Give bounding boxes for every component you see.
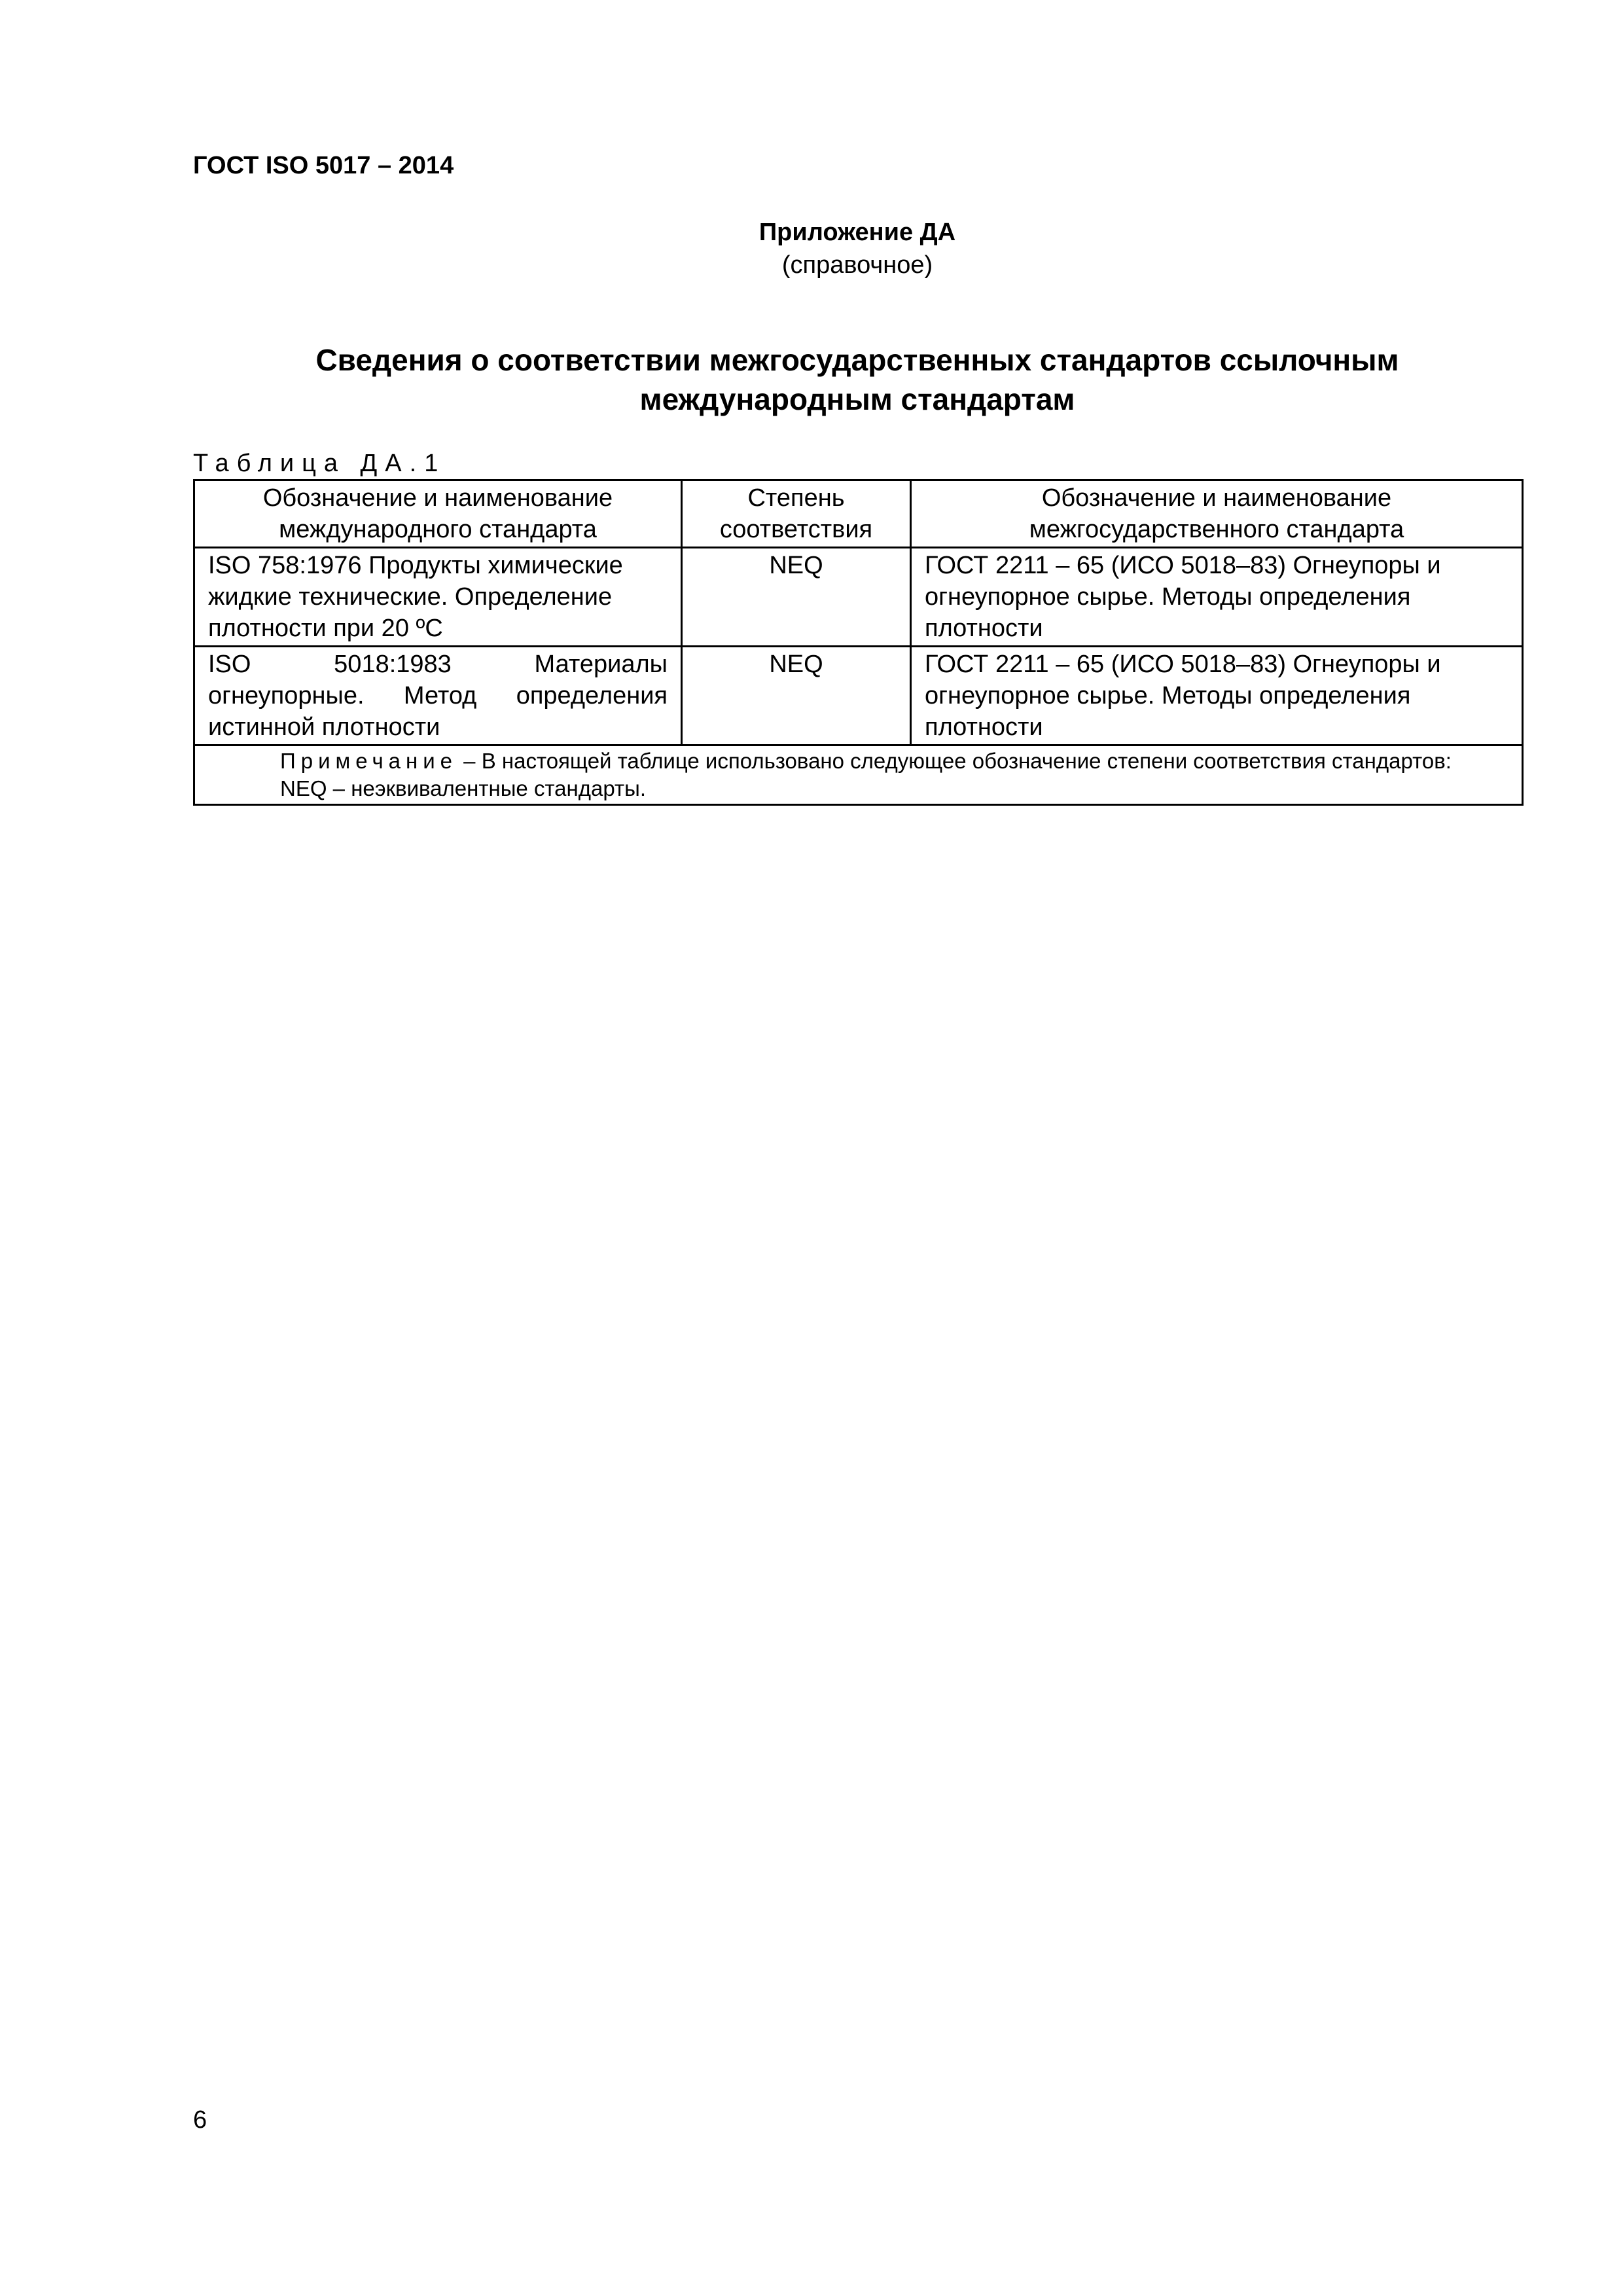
page-title-line2: международным стандартам [639,382,1075,416]
cell-interstate-standard: ГОСТ 2211 – 65 (ИСО 5018–83) Огнеупоры и огнеупорное сырье. Методы определения плотности [911,548,1523,647]
note-label: Примечание [280,749,458,773]
page-title [193,340,1522,419]
appendix-subtitle: (справочное) [781,251,933,279]
header-international-standard: Обозначение и наименование международного стандарта [194,480,682,548]
note-text [208,747,1508,775]
cell-international-standard: ISO 5018:1983 Материалы огнеупорные. Метод определения истинной плотности [194,647,682,745]
table-note-row [194,745,1523,805]
table-caption: Таблица ДА.1 [193,450,446,477]
header-degree-of-conformity: Степень соответствия [682,480,911,548]
table-row [194,548,1523,647]
header-interstate-standard: Обозначение и наименование межгосударственного стандарта [911,480,1523,548]
table-header-row [194,480,1523,548]
note-body: – В настоящей таблице использовано следующее обозначение степени соответствия стандартов: [457,749,1452,773]
document-code-header: ГОСТ ISO 5017 – 2014 [193,152,454,179]
cell-international-standard: ISO 758:1976 Продукты химические жидкие технические. Определение плотности при 20 ºС [194,548,682,647]
cell-interstate-standard: ГОСТ 2211 – 65 (ИСО 5018–83) Огнеупоры и огнеупорное сырье. Методы определения плотности [911,647,1523,745]
appendix-heading [193,216,1522,281]
note-definition: NEQ – неэквивалентные стандарты. [280,776,647,800]
table-row [194,647,1523,745]
conformance-table [193,479,1524,806]
cell-degree: NEQ [682,548,911,647]
table-note [194,745,1523,805]
page-number: 6 [193,2106,207,2134]
page-title-line1: Сведения о соответствии межгосударственных стандартов ссылочным [315,343,1399,377]
cell-degree: NEQ [682,647,911,745]
appendix-title: Приложение ДА [758,219,956,246]
